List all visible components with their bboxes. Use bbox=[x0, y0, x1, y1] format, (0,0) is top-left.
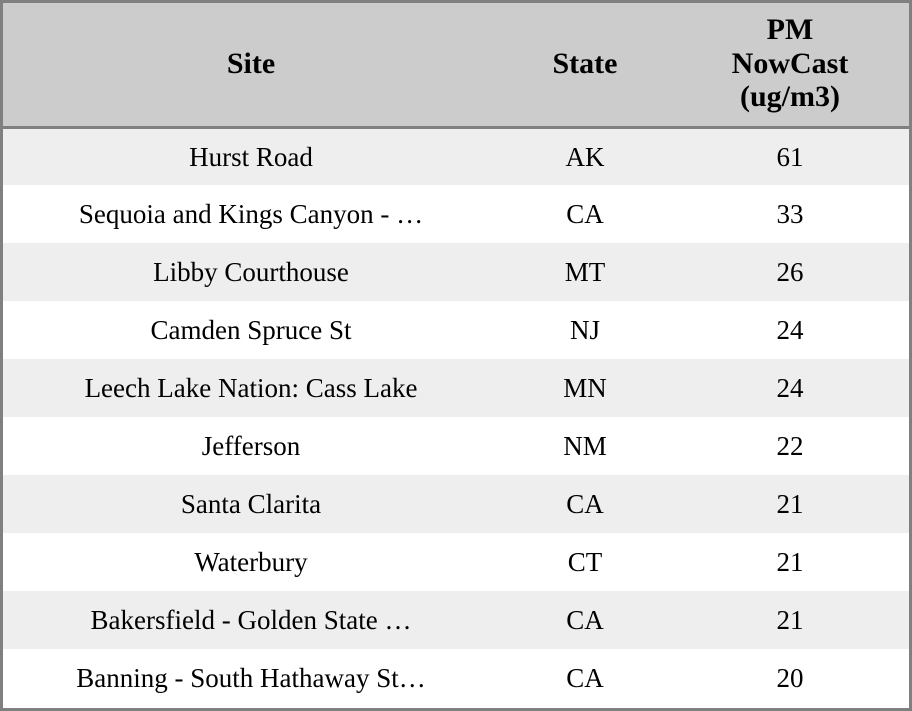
column-header-state[interactable] bbox=[499, 3, 671, 127]
table-row[interactable] bbox=[3, 533, 909, 591]
cell-site: Bakersfield - Golden State … bbox=[3, 591, 499, 649]
cell-pm-nowcast: 26 bbox=[671, 243, 909, 301]
column-header-pm-nowcast[interactable] bbox=[671, 3, 909, 127]
cell-state: CA bbox=[499, 185, 671, 243]
cell-pm-nowcast: 21 bbox=[671, 475, 909, 533]
cell-site: Waterbury bbox=[3, 533, 499, 591]
table-row[interactable] bbox=[3, 417, 909, 475]
air-quality-table bbox=[3, 3, 909, 707]
column-header-pm-nowcast-line1: PM bbox=[766, 13, 814, 46]
column-header-site[interactable] bbox=[3, 3, 499, 127]
cell-site: Camden Spruce St bbox=[3, 301, 499, 359]
cell-state: AK bbox=[499, 127, 671, 185]
cell-site: Santa Clarita bbox=[3, 475, 499, 533]
cell-state: MT bbox=[499, 243, 671, 301]
column-header-pm-nowcast-line2: NowCast bbox=[731, 46, 849, 80]
table-row[interactable] bbox=[3, 591, 909, 649]
column-header-pm-nowcast-line3: (ug/m3) bbox=[740, 80, 840, 114]
cell-site: Leech Lake Nation: Cass Lake bbox=[3, 359, 499, 417]
cell-site: Banning - South Hathaway St… bbox=[3, 649, 499, 707]
cell-state: MN bbox=[499, 359, 671, 417]
cell-pm-nowcast: 33 bbox=[671, 185, 909, 243]
cell-state: NJ bbox=[499, 301, 671, 359]
cell-pm-nowcast: 24 bbox=[671, 301, 909, 359]
table-row[interactable] bbox=[3, 359, 909, 417]
table-header bbox=[3, 3, 909, 127]
cell-pm-nowcast: 22 bbox=[671, 417, 909, 475]
table-header-row bbox=[3, 3, 909, 127]
table-row[interactable] bbox=[3, 243, 909, 301]
cell-pm-nowcast: 21 bbox=[671, 591, 909, 649]
column-header-state-label: State bbox=[552, 46, 618, 80]
cell-pm-nowcast: 24 bbox=[671, 359, 909, 417]
cell-state: NM bbox=[499, 417, 671, 475]
cell-pm-nowcast: 21 bbox=[671, 533, 909, 591]
table-body bbox=[3, 127, 909, 707]
cell-site: Sequoia and Kings Canyon - … bbox=[3, 185, 499, 243]
column-header-site-label: Site bbox=[226, 46, 276, 80]
cell-state: CT bbox=[499, 533, 671, 591]
table-row[interactable] bbox=[3, 301, 909, 359]
cell-pm-nowcast: 61 bbox=[671, 127, 909, 185]
cell-state: CA bbox=[499, 475, 671, 533]
table-row[interactable] bbox=[3, 475, 909, 533]
cell-state: CA bbox=[499, 591, 671, 649]
cell-pm-nowcast: 20 bbox=[671, 649, 909, 707]
table-row[interactable] bbox=[3, 649, 909, 707]
cell-site: Libby Courthouse bbox=[3, 243, 499, 301]
cell-site: Hurst Road bbox=[3, 127, 499, 185]
table-row[interactable] bbox=[3, 127, 909, 185]
cell-state: CA bbox=[499, 649, 671, 707]
table-row[interactable] bbox=[3, 185, 909, 243]
cell-site: Jefferson bbox=[3, 417, 499, 475]
